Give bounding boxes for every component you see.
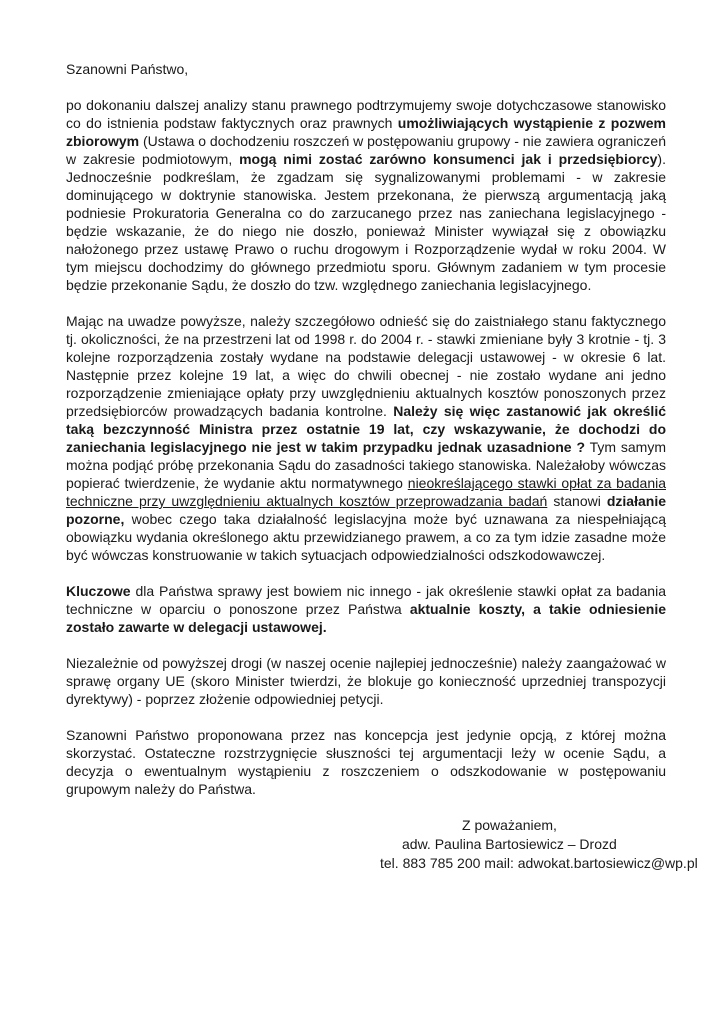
paragraph-3 [66, 582, 666, 636]
p1-bold-b: umożliwiających wystąpienie z pozwem zbiorowym [66, 115, 666, 149]
p3-bold-c: aktualnie koszty, a takie odniesienie zostało zawarte w delegacji ustawowej. [66, 601, 667, 635]
p2-bold-b: Należy się więc zastanowić jak określić taką bezczynność Ministra przez ostatnie 19 lat, czy wskazywanie, że dochodzi do zaniechania legislacyjnego nie jest w takim przypadku jednak uzasadnione ? [66, 403, 666, 455]
paragraph-1 [66, 96, 666, 294]
paragraph-4: Niezależnie od powyższej drogi (w naszej ocenie najlepiej jednocześnie) należy zaangażować w sprawę organy UE (skoro Minister twierdzi, że blokuje go konieczność uprzedniej transpozycji dyrektywy) - poprzez złożenie odpowiedniej petycji. [66, 655, 666, 707]
paragraph-5: Szanowni Państwo proponowana przez nas koncepcja jest jedynie opcją, z której można skorzystać. Ostateczne rozstrzygnięcie słuszności tej argumentacji leży w ocenie Sądu, a decyzja o ewentualnym wystąpieniu z roszczeniem o odszkodowanie w postępowaniu grupowym należy do Państwa. [66, 727, 666, 797]
p2-text-c: Tym samym można podjąć próbę przekonania Sądu do zasadności takiego stanowiska. Należałoby wówczas popierać twierdzenie, że wydanie aktu normatywnego [66, 439, 666, 491]
p2-text-e: stanowi [547, 493, 607, 509]
p2-underlined-d: nieokreślającego stawki opłat za badania techniczne przy uwzględnieniu aktualnych kosztów przeprowadzania badań [66, 475, 667, 509]
p3-bold-a: Kluczowe [66, 583, 131, 599]
p2-bold-f: działanie pozorne, [66, 493, 666, 527]
p1-text-e: ). Jednocześnie podkreślam, że zgadzam się sygnalizowanymi problemami - w zakresie dominującego w doktrynie stanowiska. Jestem przekonana, że pierwszą argumentacją jaką podniesie Prokuratoria Generalna co do zarzucanego przez nas zaniechana legislacyjnego - będzie wskazanie, że do niego nie doszło, ponieważ Minister wywiązał się z obowiązku nałożonego przez ustawę Prawo o ruchu drogowym i Rozporządzenie wydał w roku 2004. W tym miejscu dochodzimy do głównego przedmiotu sporu. Głównym zadaniem w tym procesie będzie przekonanie Sądu, że doszło do tzw. względnego zaniechania legislacyjnego. [66, 151, 666, 293]
p2-text-g: wobec czego taka działalność legislacyjna może być uznawana za niespełniającą obowiązku wydania określonego aktu przewidzianego prawem, a co za tym idzie zasadne może być wówczas konstruowanie w takich sytuacjach odpowiedzialności odszkodowawczej. [66, 511, 666, 563]
closing: Z poważaniem, [462, 817, 557, 833]
paragraph-2 [66, 312, 666, 564]
p1-text-c: (Ustawa o dochodzeniu roszczeń w postępowaniu grupowy - nie zawiera ograniczeń w zakresie podmiotowym, [66, 133, 666, 167]
p1-bold-d: mogą nimi zostać zarówno konsumenci jak i przedsiębiorcy [239, 151, 658, 167]
signature-block [380, 816, 698, 873]
p2-text-a: Mając na uwadze powyższe, należy szczegółowo odnieść się do zaistniałego stanu faktycznego tj. okoliczności, że na przestrzeni lat od 1998 r. do 2004 r. - stawki zmieniane były 3 krotnie - tj. 3 kolejne rozporządzenia zostały wydane na podstawie delegacji ustawowej - w okresie 6 lat. Następnie przez kolejne 19 lat, a więc do chwili obecnej - nie zostało wydane ani jedno rozporządzenie zmieniające opłaty przy uwzględnieniu aktualnych kosztów ponoszonych przez przedsiębiorców prowadzących badania kontrolne. [66, 313, 666, 419]
p1-text-a: po dokonaniu dalszej analizy stanu prawnego podtrzymujemy swoje dotychczasowe stanowisko co do istnienia podstaw faktycznych oraz prawnych [66, 97, 666, 131]
p3-text-b: dla Państwa sprawy jest bowiem nic innego - jak określenie stawki opłat za badania techniczne w oparciu o ponoszone przez Państwa [66, 583, 666, 617]
signatory-name: adw. Paulina Bartosiewicz – Drozd [402, 836, 617, 852]
salutation: Szanowni Państwo, [66, 61, 189, 77]
contact-line: tel. 883 785 200 mail: adwokat.bartosiewicz@wp.pl [380, 855, 698, 871]
